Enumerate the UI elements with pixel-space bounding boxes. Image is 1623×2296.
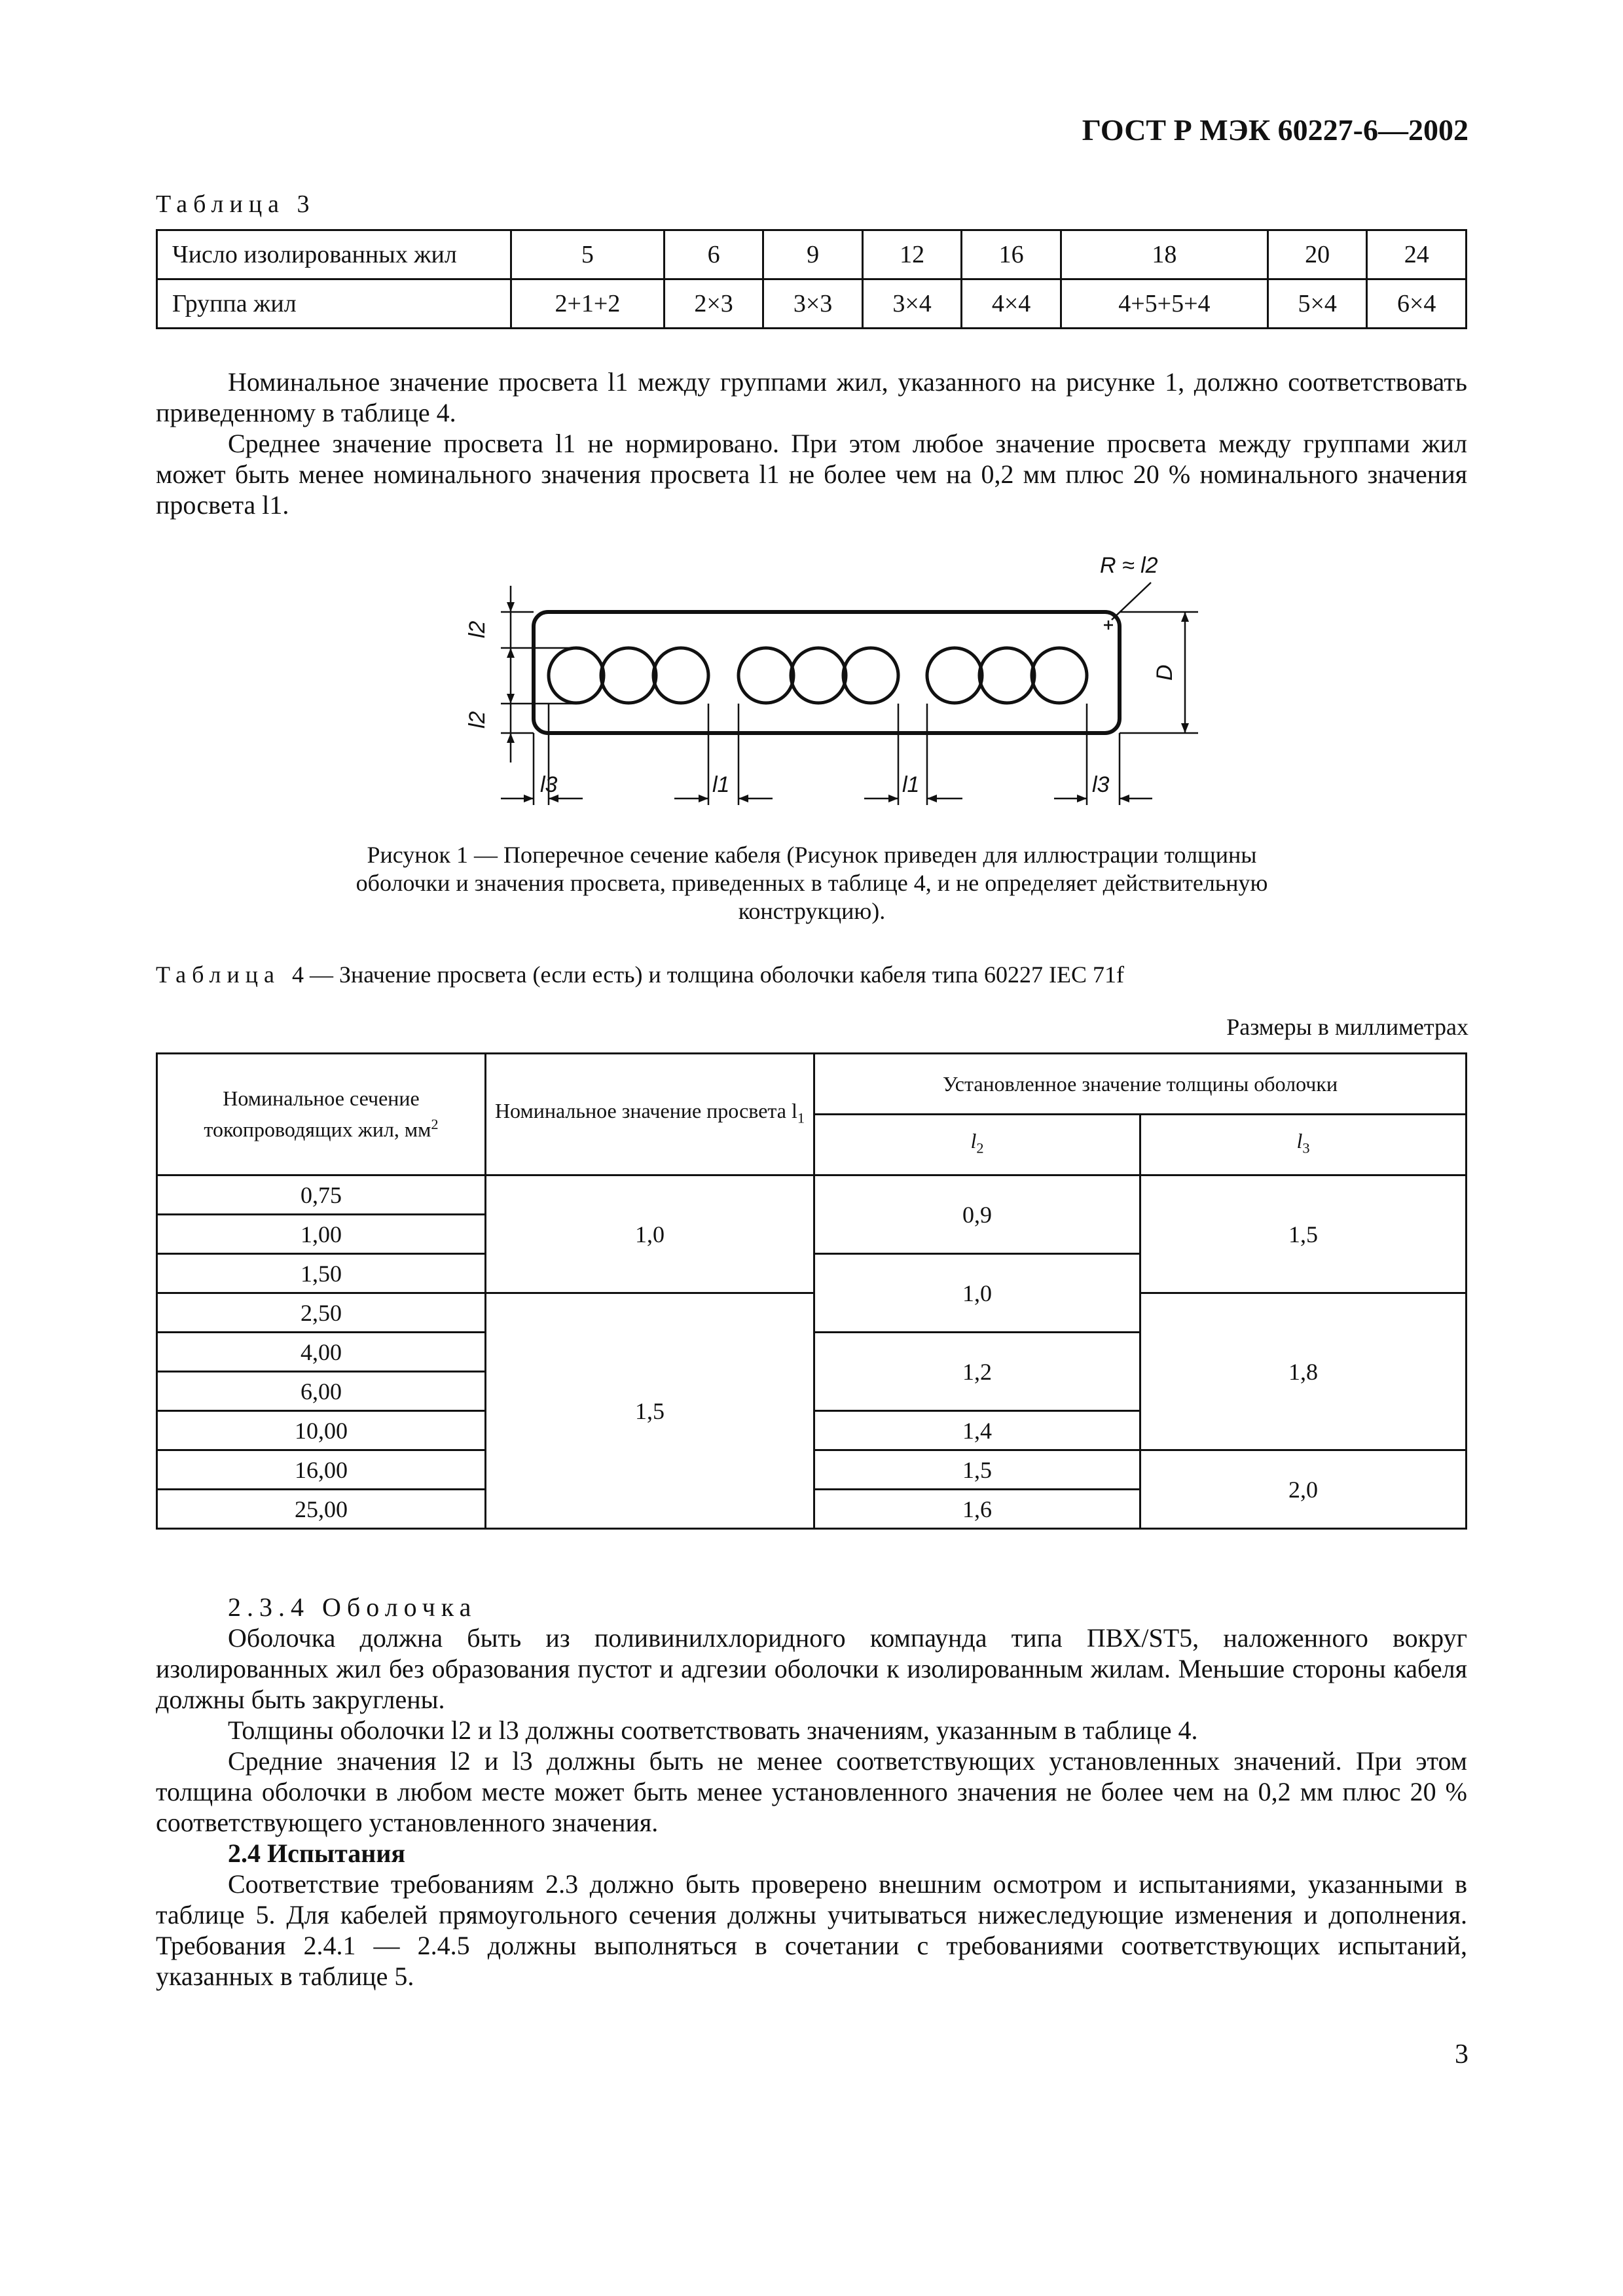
table-cell: 3×4 [862,279,962,329]
l2-top-label: l2 [465,620,490,638]
units-note: Размеры в миллиметрах [1226,1014,1468,1040]
table-cell: 1,2 [814,1333,1140,1411]
table-cell: 16 [962,230,1061,279]
table-row [157,230,1467,279]
table-cell: 18 [1061,230,1267,279]
table-cell: 2×3 [664,279,763,329]
l3-left-label: l3 [540,772,558,797]
table-cell: 20 [1267,230,1367,279]
table-cell: 5×4 [1267,279,1367,329]
table-cell: 1,0 [486,1175,814,1293]
column-header: Установленное значение толщины оболочки [814,1054,1467,1115]
paragraph-gap-nominal: Номинальное значение просвета l1 между группами жил, указанного на рисунке 1, должно соответствовать приведенному в таблице 4. [156,367,1467,427]
section-title: 2.3.4 Оболочка [228,1592,477,1622]
l2-bottom-label: l2 [465,711,490,728]
table-cell: 6×4 [1367,279,1467,329]
table4-caption-text: 4 — Значение просвета (если есть) и толщина оболочки кабеля типа 60227 IEC 71f [291,961,1124,988]
table-cell: 1,00 [157,1215,486,1254]
table-cell: 1,5 [814,1450,1140,1490]
paragraph: Соответствие требованиям 2.3 должно быть проверено внешним осмотром и испытаниями, указанными в таблице 5. Для кабелей прямоугольного сечения должны учитываться нижеследующие изменения и дополнения. Требования 2.4.1 — 2.4.5 должны выполняться в сочетании с требованиями соответствующих испытаний, указанных в таблице 5. [156,1869,1467,1991]
table-row [157,1293,1467,1333]
table-cell: 1,5 [486,1293,814,1529]
column-header: Номинальное сечение токопроводящих жил, $мм^2$ [157,1054,486,1175]
table-cell: 10,00 [157,1411,486,1450]
table-cell: 4+5+5+4 [1061,279,1267,329]
table-cell: Группа жил [157,279,511,329]
table-row [157,1175,1467,1215]
table-row [157,1054,1467,1115]
table4-caption [156,961,1124,988]
table-cell: 1,50 [157,1254,486,1293]
table-cell: 1,4 [814,1411,1140,1450]
d-label: D [1152,664,1177,681]
section-title: 2.4 Испытания [228,1839,406,1868]
table-cell: 1,0 [814,1254,1140,1333]
table-cell: 6 [664,230,763,279]
paragraph: Толщины оболочки l2 и l3 должны соответствовать значениям, указанным в таблице 4. [228,1715,1198,1745]
table-cell: 0,75 [157,1175,486,1215]
table4 [156,1052,1467,1530]
table-cell: 5 [511,230,665,279]
cable-cross-section-figure [445,547,1218,821]
l3-right-label: l3 [1092,772,1110,797]
paragraph: Средние значения l2 и l3 должны быть не менее соответствующих установленных значений. При этом толщина оболочки в любом месте может быть менее установленного значения не более чем на 0,2 мм плюс 20 % соответствующего установленного значения. [156,1746,1467,1837]
column-header-l3: $l_3$ [1140,1115,1467,1175]
l1-label: l1 [712,772,730,797]
table-cell: 9 [763,230,863,279]
column-header: Номинальное значение просвета $l_1$ [486,1054,814,1175]
table-cell: 12 [862,230,962,279]
figure-caption: Рисунок 1 — Поперечное сечение кабеля (Рисунок приведен для иллюстрации толщины оболочки и значения просвета, приведенных в таблице 4, и не определяет действительную конструкцию). [356,842,1268,924]
section-2-3-4 [156,1592,1467,1992]
standard-number: ГОСТ Р МЭК 60227-6—2002 [1082,113,1468,147]
paragraph-gap-average: Среднее значение просвета l1 не нормировано. При этом любое значение просвета между группами жил может быть менее номинального значения просвета l1 не более чем на 0,2 мм плюс 20 % номинального значения просвета l1. [156,429,1467,520]
table-cell: 1,5 [1140,1175,1467,1293]
r-label: R ≈ l2 [1100,553,1158,578]
table-row [157,279,1467,329]
column-header-l2: $l_2$ [814,1115,1140,1175]
table-cell: 4,00 [157,1333,486,1372]
table-cell: 2,50 [157,1293,486,1333]
table-cell: 6,00 [157,1372,486,1411]
table-cell: 4×4 [962,279,1061,329]
table4-caption-prefix: Таблица [156,961,280,988]
table-cell: 2+1+2 [511,279,665,329]
table-cell: 25,00 [157,1490,486,1529]
table3-caption: Таблица 3 [156,190,316,218]
table-cell: 24 [1367,230,1467,279]
table-cell: 16,00 [157,1450,486,1490]
table-cell: 1,8 [1140,1293,1467,1450]
table-cell: 2,0 [1140,1450,1467,1529]
l1-label: l1 [902,772,920,797]
table-cell: 0,9 [814,1175,1140,1254]
conductor-groups [549,648,1087,703]
table-cell: Число изолированных жил [157,230,511,279]
paragraph: Оболочка должна быть из поливинилхлоридного компаунда типа ПВХ/ST5, наложенного вокруг изолированных жил без образования пустот и адгезии оболочки к изолированным жилам. Меньшие стороны кабеля должны быть закруглены. [156,1623,1467,1714]
paragraph [156,367,1467,520]
table-cell: 3×3 [763,279,863,329]
table-cell: 1,6 [814,1490,1140,1529]
table3 [156,229,1467,329]
page-number: 3 [1455,2039,1468,2070]
